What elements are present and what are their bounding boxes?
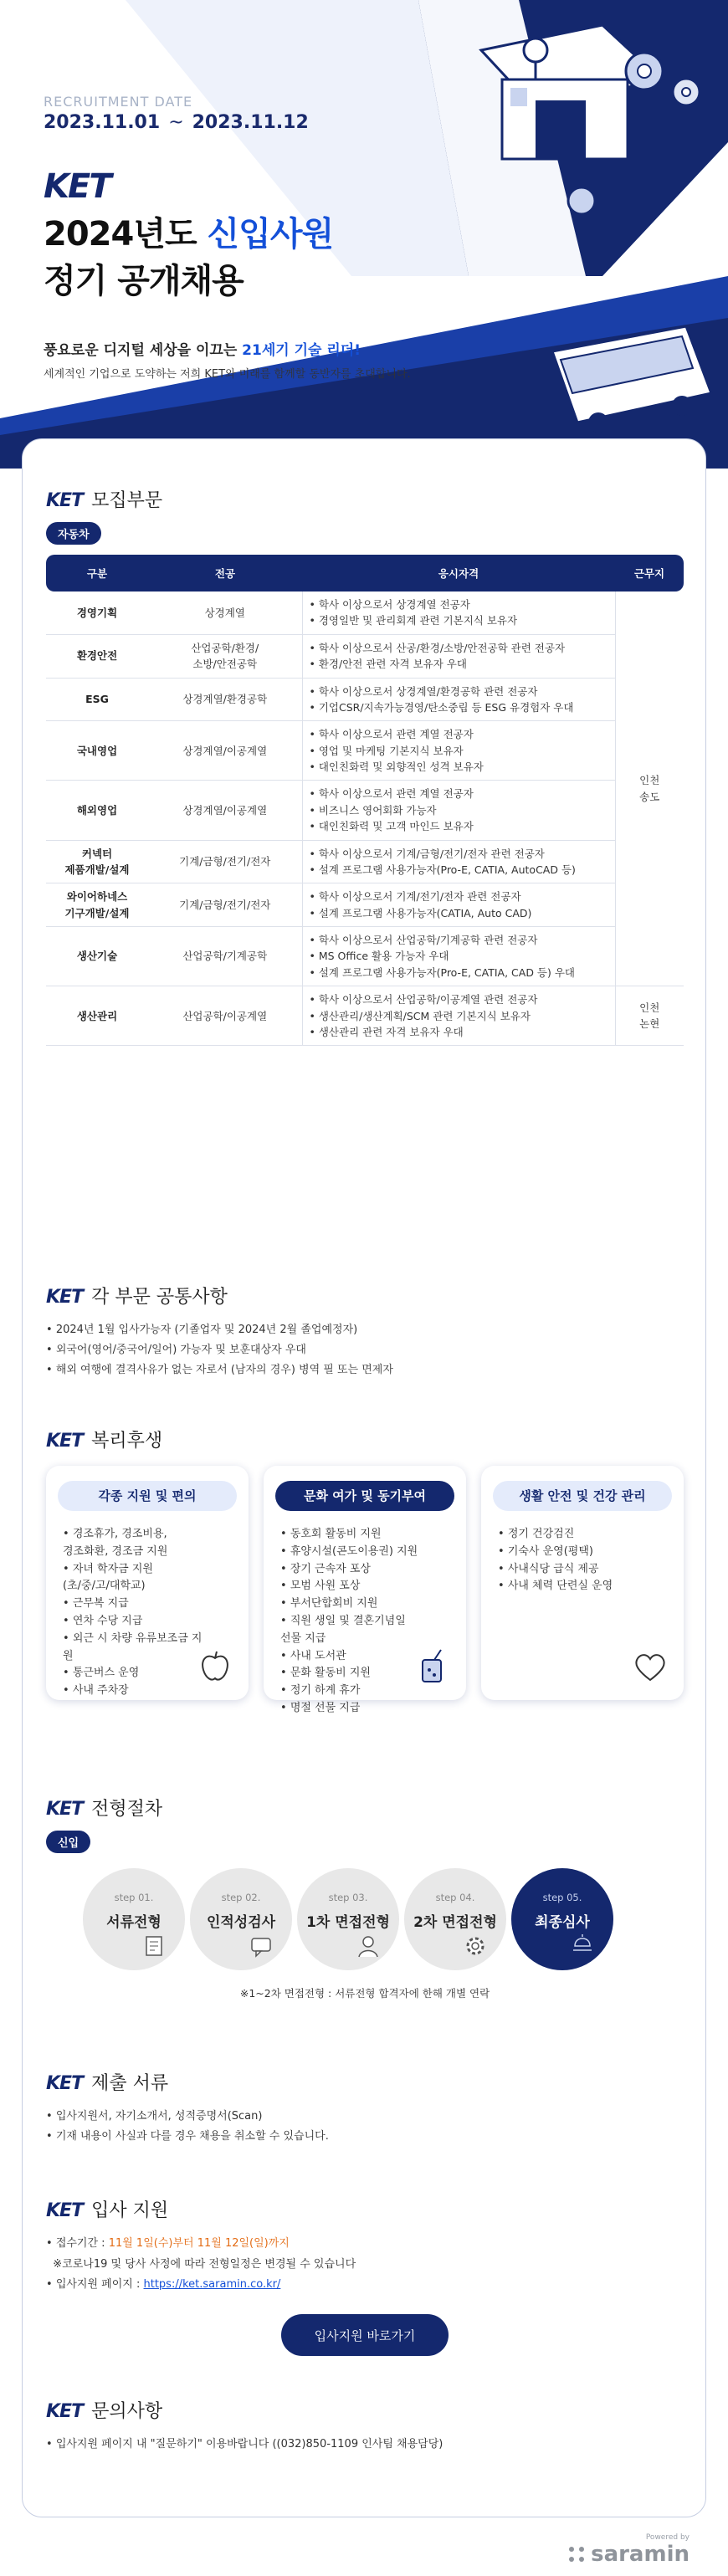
hero-banner xyxy=(0,0,728,469)
section-heading xyxy=(46,1283,684,1308)
apply-info xyxy=(46,2234,684,2296)
section-heading xyxy=(46,1795,684,1821)
column-header: 전공 xyxy=(148,555,302,592)
apply-period-label: 접수기간 : xyxy=(55,2237,109,2250)
recruit-table xyxy=(46,555,684,1046)
hero-title-line2: 정기 공개채용 xyxy=(44,262,244,300)
dept-cell: 생산기술 xyxy=(46,927,148,986)
chat-icon xyxy=(249,1933,274,1959)
list-item: • 휴양시설(콘도이용권) 지원 xyxy=(280,1544,449,1561)
table-row xyxy=(46,883,684,927)
qualification-cell xyxy=(302,678,615,721)
qualification-cell xyxy=(302,927,615,986)
ket-logo: KET xyxy=(46,490,84,511)
common-list xyxy=(46,1320,684,1380)
list-item: • 명절 선물 지급 xyxy=(280,1700,449,1718)
saramin-dots-icon xyxy=(567,2545,586,2563)
list-item: • 해외 여행에 결격사유가 없는 자로서 (남자의 경우) 병역 필 또는 면제자 xyxy=(46,1360,684,1380)
list-item: • 동호회 활동비 지원 xyxy=(280,1526,449,1544)
table-row xyxy=(46,840,684,883)
major-cell: 산업공학/이공계열 xyxy=(148,986,302,1046)
qualification-item: • 생산관리/생산계획/SCM 관련 기본지식 보유자 xyxy=(309,1009,531,1022)
list-item: • 기숙사 운영(평택) xyxy=(498,1544,667,1561)
hero-title xyxy=(44,207,333,255)
process-step xyxy=(297,1868,399,1970)
list-item: • 외근 시 차량 유류보조금 지 원 xyxy=(63,1631,232,1666)
ket-logo: KET xyxy=(46,1799,84,1820)
section-common xyxy=(46,1283,684,1380)
hero-invitation: 세계적인 기업으로 도약하는 저희 KET와 미래를 함께할 동반자를 초대합니다. xyxy=(44,368,411,381)
saramin-logo xyxy=(567,2542,690,2567)
benefit-card-title: 각종 지원 및 편의 xyxy=(58,1481,237,1511)
list-item: • 자녀 학자금 지원 (초/중/고/대학교) xyxy=(63,1561,232,1596)
step-number: step 03. xyxy=(328,1892,368,1903)
saramin-brand: saramin xyxy=(591,2542,690,2567)
section-process xyxy=(46,1795,684,2000)
step-number: step 04. xyxy=(435,1892,475,1903)
benefit-card-title: 문화 여가 및 동기부여 xyxy=(275,1481,454,1511)
saramin-badge xyxy=(567,2533,690,2567)
table-row xyxy=(46,634,684,678)
dept-cell: 경영기획 xyxy=(46,592,148,634)
apply-page xyxy=(46,2275,684,2296)
table-row xyxy=(46,678,684,721)
qualification-cell xyxy=(302,781,615,840)
hero-tagline xyxy=(44,338,361,359)
list-item: • 문화 활동비 지원 xyxy=(280,1665,449,1682)
process-step xyxy=(83,1868,185,1970)
qualification-cell xyxy=(302,634,615,678)
major-cell: 산업공학/환경/ 소방/안전공학 xyxy=(148,634,302,678)
table-row xyxy=(46,592,684,634)
section-heading xyxy=(46,2069,684,2095)
category-tag: 신입 xyxy=(46,1831,90,1853)
date-separator: ~ xyxy=(168,112,184,133)
qualification-item: • 설계 프로그램 사용가능자(CATIA, Auto CAD) xyxy=(309,906,532,919)
person-icon xyxy=(356,1933,381,1959)
apply-period xyxy=(46,2234,684,2255)
table-row xyxy=(46,721,684,781)
benefit-list xyxy=(280,1526,449,1718)
list-item: • 장기 근속자 포상 xyxy=(280,1561,449,1579)
recruit-date-range xyxy=(44,112,309,133)
process-step xyxy=(404,1868,506,1970)
process-step-current xyxy=(511,1868,613,1970)
list-item: • 모범 사원 포상 xyxy=(280,1578,449,1595)
list-item: • 부서단합회비 지원 xyxy=(280,1595,449,1613)
list-item: • 직원 생일 및 결혼기념일 선물 지급 xyxy=(280,1613,449,1648)
qualification-item: • 경영일반 및 관리회계 관련 기본지식 보유자 xyxy=(309,614,518,627)
major-cell: 기계/금형/전기/전자 xyxy=(148,840,302,883)
qualification-item: • 학사 이상으로서 기계/금형/전기/전자 관련 전공자 xyxy=(309,847,545,860)
document-icon xyxy=(141,1933,167,1959)
qualification-item: • 대인친화력 및 고객 마인드 보유자 xyxy=(309,820,474,833)
list-item: • 사내 체력 단련실 운영 xyxy=(498,1578,667,1595)
section-title: 제출 서류 xyxy=(91,2073,169,2094)
content-card xyxy=(22,438,706,2517)
section-heading xyxy=(46,486,684,512)
section-welfare xyxy=(46,1426,684,1714)
table-row xyxy=(46,781,684,840)
location-cell: 인천 송도 xyxy=(615,592,684,986)
apply-button[interactable]: 입사지원 바로가기 xyxy=(281,2314,449,2356)
heart-icon xyxy=(632,1648,669,1685)
section-title: 복리후생 xyxy=(91,1431,163,1452)
qualification-item: • 환경/안전 관련 자격 보유자 우대 xyxy=(309,658,467,671)
dept-cell: 국내영업 xyxy=(46,721,148,781)
apply-page-link[interactable]: https://ket.saramin.co.kr/ xyxy=(143,2278,281,2292)
list-item: • 통근버스 운영 xyxy=(63,1665,232,1682)
section-apply xyxy=(46,2196,684,2356)
list-item: • 사내 도서관 xyxy=(280,1648,449,1666)
apply-period-value: 11월 1일(수)부터 11월 12일(일)까지 xyxy=(108,2237,290,2250)
hero-tagline-accent: 21세기 기술 리더! xyxy=(242,342,361,359)
qualification-item: • 학사 이상으로서 상경계열/환경공학 관련 전공자 xyxy=(309,684,538,698)
section-heading xyxy=(46,2397,684,2423)
qualification-item: • 기업CSR/지속가능경영/탄소중립 등 ESG 유경험자 우대 xyxy=(309,700,574,714)
section-title: 각 부문 공통사항 xyxy=(91,1287,228,1308)
powered-by-label: Powered by xyxy=(645,2533,690,2542)
section-heading xyxy=(46,1426,684,1452)
list-item: • 외국어(영어/중국어/일어) 가능자 및 보훈대상자 우대 xyxy=(46,1340,684,1360)
benefit-card xyxy=(46,1466,249,1700)
section-contact xyxy=(46,2397,684,2455)
list-item: • 사내 주차장 xyxy=(63,1682,232,1700)
list-item: • 기재 내용이 사실과 다를 경우 채용을 취소할 수 있습니다. xyxy=(46,2127,684,2147)
list-item: • 연차 수당 지급 xyxy=(63,1613,232,1631)
ket-logo: KET xyxy=(46,1431,84,1452)
benefit-list xyxy=(498,1526,667,1595)
table-header-row xyxy=(46,555,684,592)
column-header: 응시자격 xyxy=(302,555,615,592)
qualification-item: • MS Office 활용 가능자 우대 xyxy=(309,950,449,963)
ket-logo: KET xyxy=(44,167,110,206)
dept-cell: 생산관리 xyxy=(46,986,148,1046)
qualification-item: • 학사 이상으로서 산업공학/기계공학 관련 전공자 xyxy=(309,934,538,946)
major-cell: 산업공학/기계공학 xyxy=(148,927,302,986)
section-heading xyxy=(46,2196,684,2222)
column-header: 구분 xyxy=(46,555,148,592)
ket-logo: KET xyxy=(46,2073,84,2094)
list-item: • 사내식당 급식 제공 xyxy=(498,1561,667,1579)
major-cell: 상경계열/이공계열 xyxy=(148,721,302,781)
drink-icon xyxy=(414,1648,451,1685)
date-start: 2023.11.01 xyxy=(44,112,161,133)
qualification-cell xyxy=(302,721,615,781)
process-note: ※1~2차 면접전형 : 서류전형 합격자에 한해 개별 연락 xyxy=(239,1987,490,2000)
ket-logo: KET xyxy=(46,2401,84,2422)
qualification-item: • 설계 프로그램 사용가능자(Pro-E, CATIA, CAD 등) 우대 xyxy=(309,965,575,979)
step-name: 서류전형 xyxy=(106,1914,161,1931)
table-row xyxy=(46,986,684,1046)
dept-cell: 와이어하네스 기구개발/설계 xyxy=(46,883,148,927)
ket-logo: KET xyxy=(46,1287,84,1308)
qualification-item: • 학사 이상으로서 관련 계열 전공자 xyxy=(309,787,474,801)
benefit-cards xyxy=(46,1466,684,1714)
list-item: • 2024년 1월 입사가능자 (기졸업자 및 2024년 2월 졸업예정자) xyxy=(46,1320,684,1340)
step-number: step 01. xyxy=(114,1892,154,1903)
qualification-item: • 학사 이상으로서 상경계열 전공자 xyxy=(309,598,470,611)
step-name: 최종심사 xyxy=(535,1914,590,1931)
column-header: 근무지 xyxy=(615,555,684,592)
dept-cell: 환경안전 xyxy=(46,634,148,678)
dept-cell: 커넥터 제품개발/설계 xyxy=(46,840,148,883)
qualification-cell xyxy=(302,592,615,634)
dept-cell: ESG xyxy=(46,678,148,721)
section-documents xyxy=(46,2069,684,2147)
recruit-date-label: RECRUITMENT DATE xyxy=(44,94,193,110)
hero-tagline-prefix: 풍요로운 디지털 세상을 이끄는 xyxy=(44,342,243,359)
table-body xyxy=(46,592,684,1046)
qualification-item: • 생산관리 관련 자격 보유자 우대 xyxy=(309,1025,464,1038)
step-name: 인적성검사 xyxy=(206,1914,276,1931)
qualification-cell xyxy=(302,840,615,883)
list-item: • 정기 하계 휴가 xyxy=(280,1682,449,1700)
step-name: 1차 면접전형 xyxy=(306,1914,390,1931)
section-title: 모집부문 xyxy=(91,490,163,511)
hero-title-prefix: 2024년도 xyxy=(44,215,208,254)
gear-icon xyxy=(463,1933,488,1959)
apple-icon xyxy=(197,1648,233,1685)
process-step xyxy=(190,1868,292,1970)
ket-logo: KET xyxy=(46,2200,84,2221)
qualification-cell xyxy=(302,883,615,927)
list-item: • 근무복 지급 xyxy=(63,1595,232,1613)
qualification-item: • 학사 이상으로서 산공/환경/소방/안전공학 관련 전공자 xyxy=(309,641,566,654)
major-cell: 기계/금형/전기/전자 xyxy=(148,883,302,927)
location-cell: 인천 논현 xyxy=(615,986,684,1046)
list-item: • 경조휴가, 경조비용, 경조화환, 경조금 지원 xyxy=(63,1526,232,1561)
qualification-item: • 대인친화력 및 외향적인 성격 보유자 xyxy=(309,761,484,773)
qualification-item: • 학사 이상으로서 기계/전기/전자 관련 전공자 xyxy=(309,890,521,904)
table-row xyxy=(46,927,684,986)
benefit-card xyxy=(264,1466,466,1714)
major-cell: 상경계열/이공계열 xyxy=(148,781,302,840)
apply-page-label: 입사지원 페이지 : xyxy=(55,2278,144,2292)
section-title: 문의사항 xyxy=(91,2401,163,2422)
qualification-item: • 설계 프로그램 사용가능자(Pro-E, CATIA, AutoCAD 등) xyxy=(309,863,576,876)
qualification-item: • 비즈니스 영어회화 가능자 xyxy=(309,803,437,817)
process-steps xyxy=(46,1868,684,1970)
documents-list xyxy=(46,2107,684,2147)
idea-icon xyxy=(570,1933,595,1959)
hero-title-accent: 신입사원 xyxy=(207,215,334,254)
section-title: 전형절차 xyxy=(91,1799,163,1820)
date-end: 2023.11.12 xyxy=(192,112,309,133)
major-cell: 상경계열 xyxy=(148,592,302,634)
qualification-item: • 학사 이상으로서 관련 계열 전공자 xyxy=(309,728,474,741)
major-cell: 상경계열/환경공학 xyxy=(148,678,302,721)
benefit-card xyxy=(481,1466,684,1700)
list-item: • 입사지원서, 자기소개서, 성적증명서(Scan) xyxy=(46,2107,684,2127)
step-name: 2차 면접전형 xyxy=(413,1914,497,1931)
qualification-item: • 학사 이상으로서 산업공학/이공계열 관련 전공자 xyxy=(309,993,538,1006)
section-recruit xyxy=(46,486,684,1046)
category-tag: 자동차 xyxy=(46,522,101,545)
apply-period-note-text: ※코로나19 및 당사 사정에 따라 전형일정은 변경될 수 있습니다 xyxy=(53,2257,356,2271)
section-title: 입사 지원 xyxy=(91,2200,169,2221)
dept-cell: 해외영업 xyxy=(46,781,148,840)
list-item: • 입사지원 페이지 내 "질문하기" 이용바랍니다 ((032)850-1109 인사팀 채용담당) xyxy=(46,2435,684,2455)
list-item: • 정기 건강검진 xyxy=(498,1526,667,1544)
qualification-item: • 영업 및 마케팅 기본지식 보유자 xyxy=(309,744,464,757)
contact-list xyxy=(46,2435,684,2455)
qualification-cell xyxy=(302,986,615,1046)
benefit-card-title: 생활 안전 및 건강 관리 xyxy=(493,1481,672,1511)
step-number: step 05. xyxy=(542,1892,582,1903)
apply-period-note xyxy=(46,2255,684,2276)
step-number: step 02. xyxy=(221,1892,261,1903)
